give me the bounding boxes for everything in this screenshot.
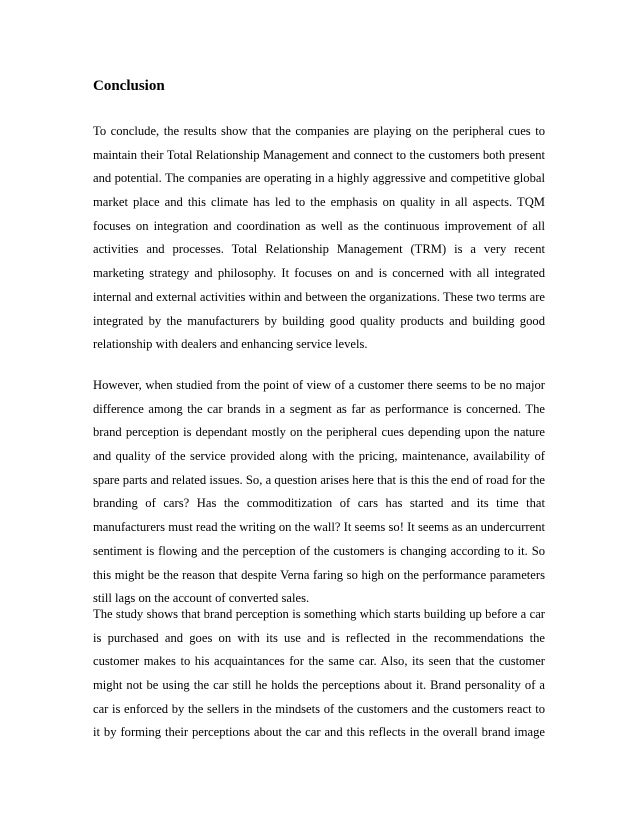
text-line: However, when studied from the point of view of a customer there seems to be no major: [93, 378, 545, 392]
text-line: is purchased and goes on with its use and is reflected in the recommendations the: [93, 630, 545, 645]
text-line: difference among the car brands in a segment as far as performance is concerned. The: [93, 401, 545, 416]
text-line: focuses on integration and coordination as well as the continuous improvement of all: [93, 218, 545, 233]
text-line: customer makes to his acquaintances for the same car. Also, its seen that the customer: [93, 654, 545, 669]
text-line: spare parts and related issues. So, a question arises here that is this the end of road for the: [93, 472, 545, 487]
text-line: marketing strategy and philosophy. It focuses on and is concerned with all integrated: [93, 266, 545, 281]
text-line: and quality of the service provided along with the pricing, maintenance, availability of: [93, 449, 545, 464]
text-line: maintain their Total Relationship Management and connect to the customers both present: [93, 147, 545, 162]
text-line: this might be the reason that despite Verna faring so high on the performance parameters: [93, 567, 545, 582]
text-line: and potential. The companies are operating in a highly aggressive and competitive global: [93, 171, 545, 186]
text-line: integrated by the manufacturers by building good quality products and building good: [93, 313, 545, 328]
text-line: internal and external activities within and between the organizations. These two terms are: [93, 289, 545, 304]
text-line: sentiment is flowing and the perception of the customers is changing according to it. So: [93, 543, 545, 558]
text-line: still lags on the account of converted sales.: [93, 591, 310, 606]
text-line: The study shows that brand perception is something which starts building up before a car: [93, 607, 545, 621]
text-line: relationship with dealers and enhancing service levels.: [93, 337, 368, 352]
text-line: it by forming their perceptions about the car and this reflects in the overall brand image: [93, 725, 545, 740]
text-line: car is enforced by the sellers in the mindsets of the customers and the customers react to: [93, 701, 545, 716]
page-title: Conclusion: [93, 78, 165, 94]
text-line: To conclude, the results show that the companies are playing on the peripheral cues to: [93, 124, 545, 138]
text-line: brand perception is dependant mostly on the peripheral cues depending upon the nature: [93, 425, 545, 440]
paragraph-3: [93, 603, 545, 745]
paragraph-1: [93, 120, 545, 357]
text-line: activities and processes. Total Relationship Management (TRM) is a very recent: [93, 242, 545, 257]
text-line: branding of cars? Has the commoditization of cars has started and its time that: [93, 496, 545, 511]
paragraph-2: [93, 374, 545, 611]
text-line: market place and this climate has led to the emphasis on quality in all aspects. TQM: [93, 195, 545, 210]
text-line: manufacturers must read the writing on the wall? It seems so! It seems as an undercurrent: [93, 520, 545, 535]
text-line: might not be using the car still he holds the perceptions about it. Brand personality of a: [93, 678, 545, 693]
